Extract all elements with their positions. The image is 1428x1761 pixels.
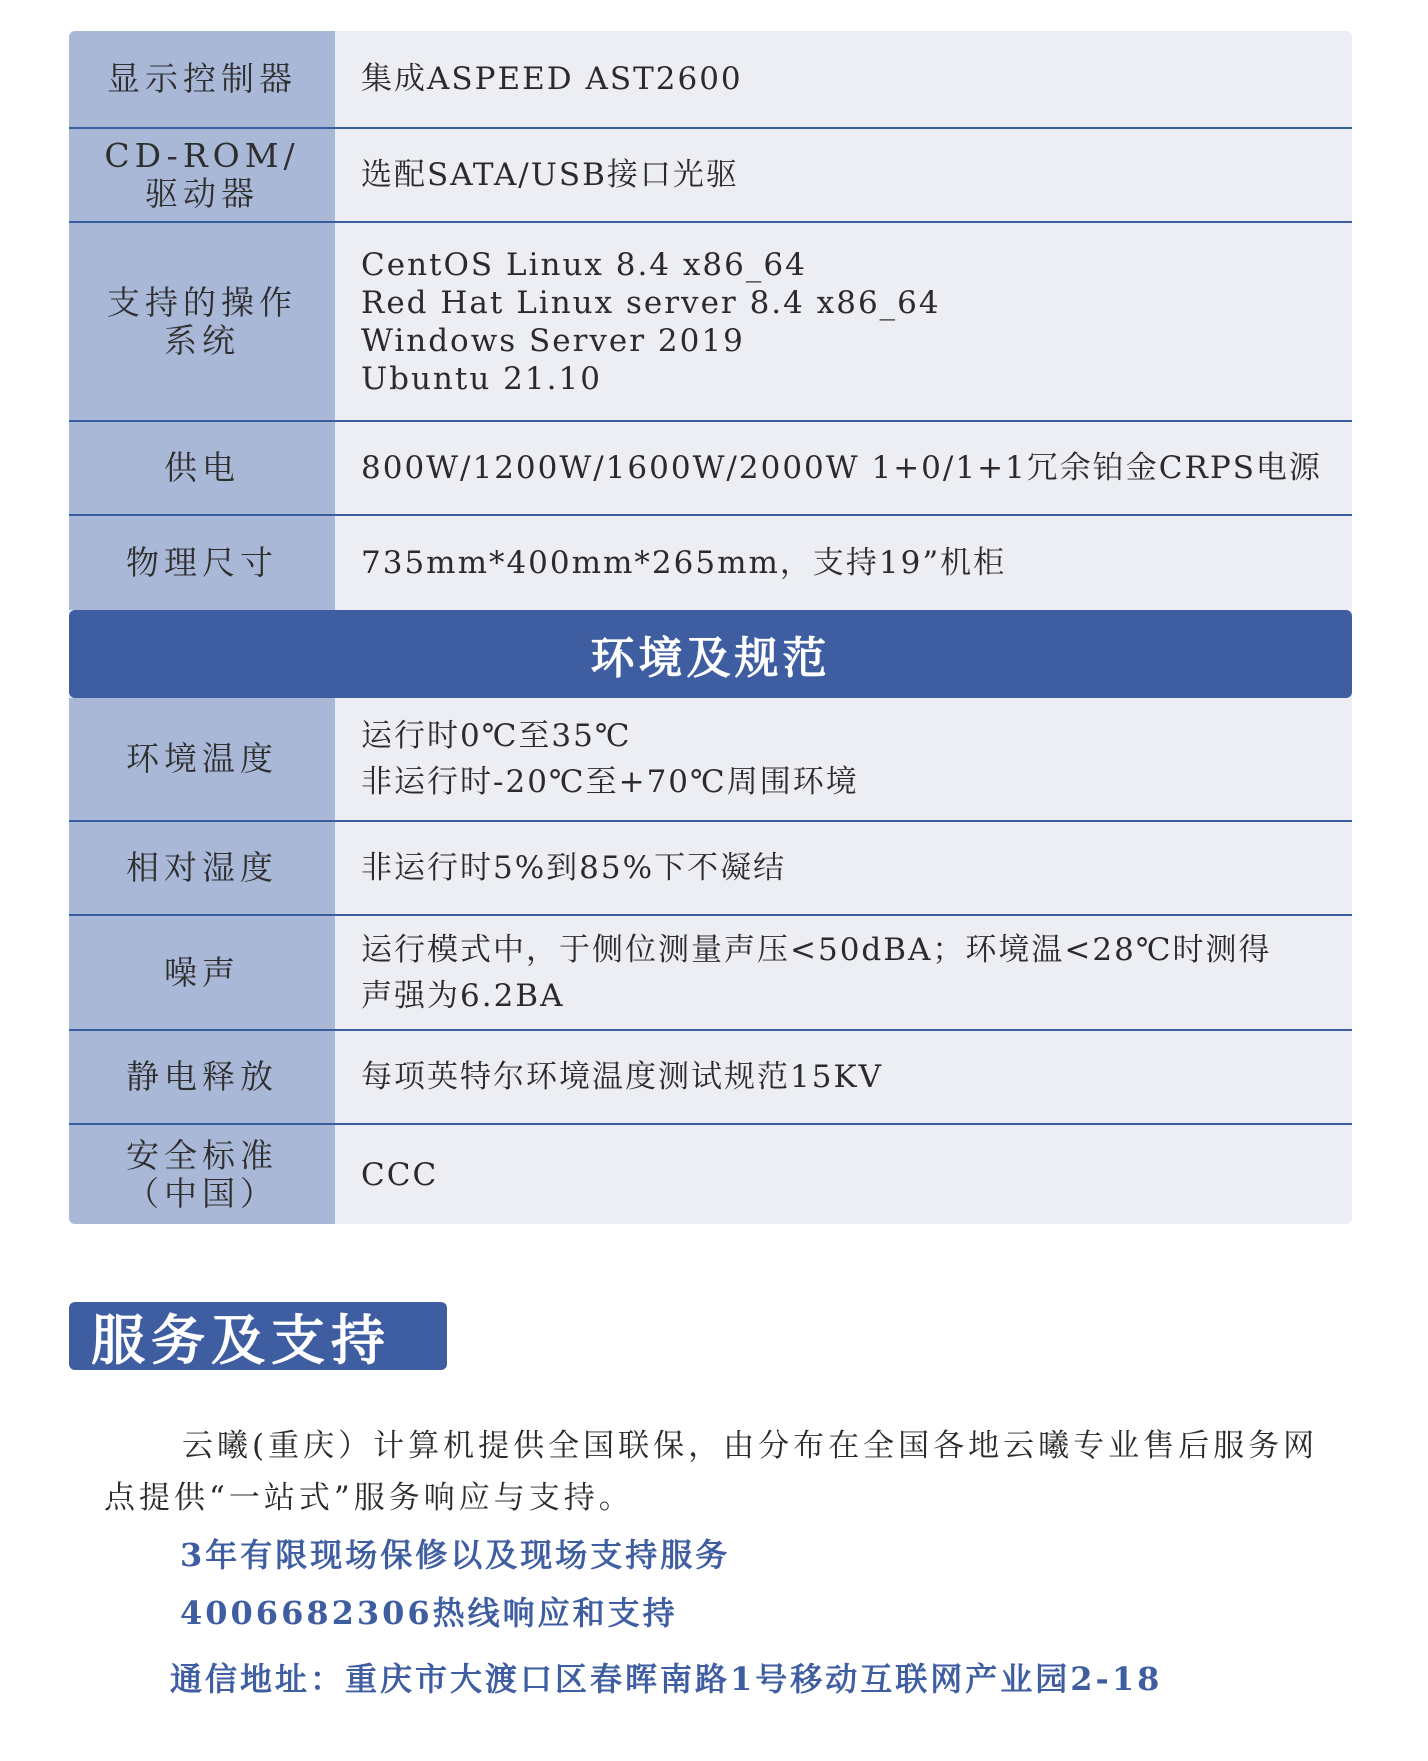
spec-value-line: 800W/1200W/1600W/2000W 1+0/1+1冗余铂金CRPS电源 (361, 450, 1322, 486)
spec-label (69, 698, 335, 820)
spec-value-line: 运行模式中，于侧位测量声压<50dBA；环境温<28℃时测得 (361, 931, 1272, 968)
spec-row (69, 822, 1352, 916)
spec-row (69, 129, 1352, 223)
spec-value-line: Ubuntu 21.10 (361, 360, 602, 397)
spec-label-line: 显示控制器 (107, 59, 297, 98)
spec-value-line: Red Hat Linux server 8.4 x86_64 (361, 284, 941, 321)
spec-value-line: 运行时0℃至35℃ (361, 718, 632, 754)
spec-value-line: CCC (361, 1156, 439, 1193)
service-address: 通信地址：重庆市大渡口区春晖南路1号移动互联网产业园2-18 (170, 1660, 1163, 1698)
spec-row (69, 223, 1352, 422)
section-title: 环境及规范 (590, 633, 831, 684)
spec-value (335, 516, 1352, 610)
spec-value-line: 声强为6.2BA (361, 977, 565, 1014)
spec-value (335, 698, 1352, 820)
spec-value-line: 选配SATA/USB接口光驱 (361, 157, 739, 193)
spec-label-line: 系统 (164, 320, 240, 360)
spec-label (69, 31, 335, 127)
spec-label (69, 129, 335, 221)
spec-value (335, 1031, 1352, 1123)
service-heading (69, 1302, 447, 1370)
spec-label-line: 噪声 (164, 952, 240, 992)
spec-value-line: 非运行时5%到85%下不凝结 (361, 850, 787, 886)
spec-label-line: （中国） (126, 1173, 278, 1213)
spec-value (335, 31, 1352, 127)
spec-value (335, 822, 1352, 914)
service-heading-text: 服务及支持 (91, 1308, 391, 1372)
service-intro: 云曦(重庆）计算机提供全国联保，由分布在全国各地云曦专业售后服务网点提供“一站式”服务响应与支持。 (104, 1428, 1319, 1516)
spec-label (69, 516, 335, 610)
spec-value (335, 223, 1352, 420)
spec-label (69, 822, 335, 914)
spec-label (69, 223, 335, 420)
spec-label-line: 物理尺寸 (126, 543, 278, 582)
spec-row (69, 516, 1352, 610)
spec-value-line: Windows Server 2019 (361, 322, 745, 359)
spec-table (69, 31, 1352, 1224)
spec-label-line: CD-ROM/ (104, 136, 300, 175)
spec-label (69, 422, 335, 514)
spec-row (69, 31, 1352, 129)
spec-value-line: 非运行时-20℃至+70℃周围环境 (361, 764, 859, 800)
spec-value-line: 735mm*400mm*265mm，支持19”机柜 (361, 545, 1007, 581)
spec-label (69, 916, 335, 1029)
spec-row (69, 1125, 1352, 1224)
spec-rows-env (69, 698, 1352, 1224)
spec-row (69, 422, 1352, 516)
spec-row (69, 1031, 1352, 1125)
spec-label-line: 供电 (164, 448, 240, 487)
spec-label-line: 安全标准 (126, 1135, 278, 1175)
spec-rows-top (69, 31, 1352, 610)
service-warranty: 3年有限现场保修以及现场支持服务 (180, 1536, 731, 1574)
spec-label-line: 相对湿度 (126, 848, 278, 887)
spec-label (69, 1031, 335, 1123)
spec-row (69, 698, 1352, 822)
section-header (69, 610, 1352, 698)
spec-label-line: 静电释放 (126, 1057, 278, 1096)
spec-value-line: 每项英特尔环境温度测试规范15KV (361, 1059, 883, 1095)
spec-label-line: 驱动器 (145, 174, 259, 213)
spec-value (335, 1125, 1352, 1224)
spec-value (335, 916, 1352, 1029)
service-hotline: 4006682306热线响应和支持 (180, 1594, 678, 1632)
spec-value (335, 422, 1352, 514)
spec-row (69, 916, 1352, 1031)
spec-label-line: 支持的操作 (107, 282, 297, 322)
spec-label-line: 环境温度 (126, 739, 278, 778)
spec-value (335, 129, 1352, 221)
spec-label (69, 1125, 335, 1224)
spec-value-line: CentOS Linux 8.4 x86_64 (361, 246, 807, 283)
spec-value-line: 集成ASPEED AST2600 (361, 61, 743, 97)
